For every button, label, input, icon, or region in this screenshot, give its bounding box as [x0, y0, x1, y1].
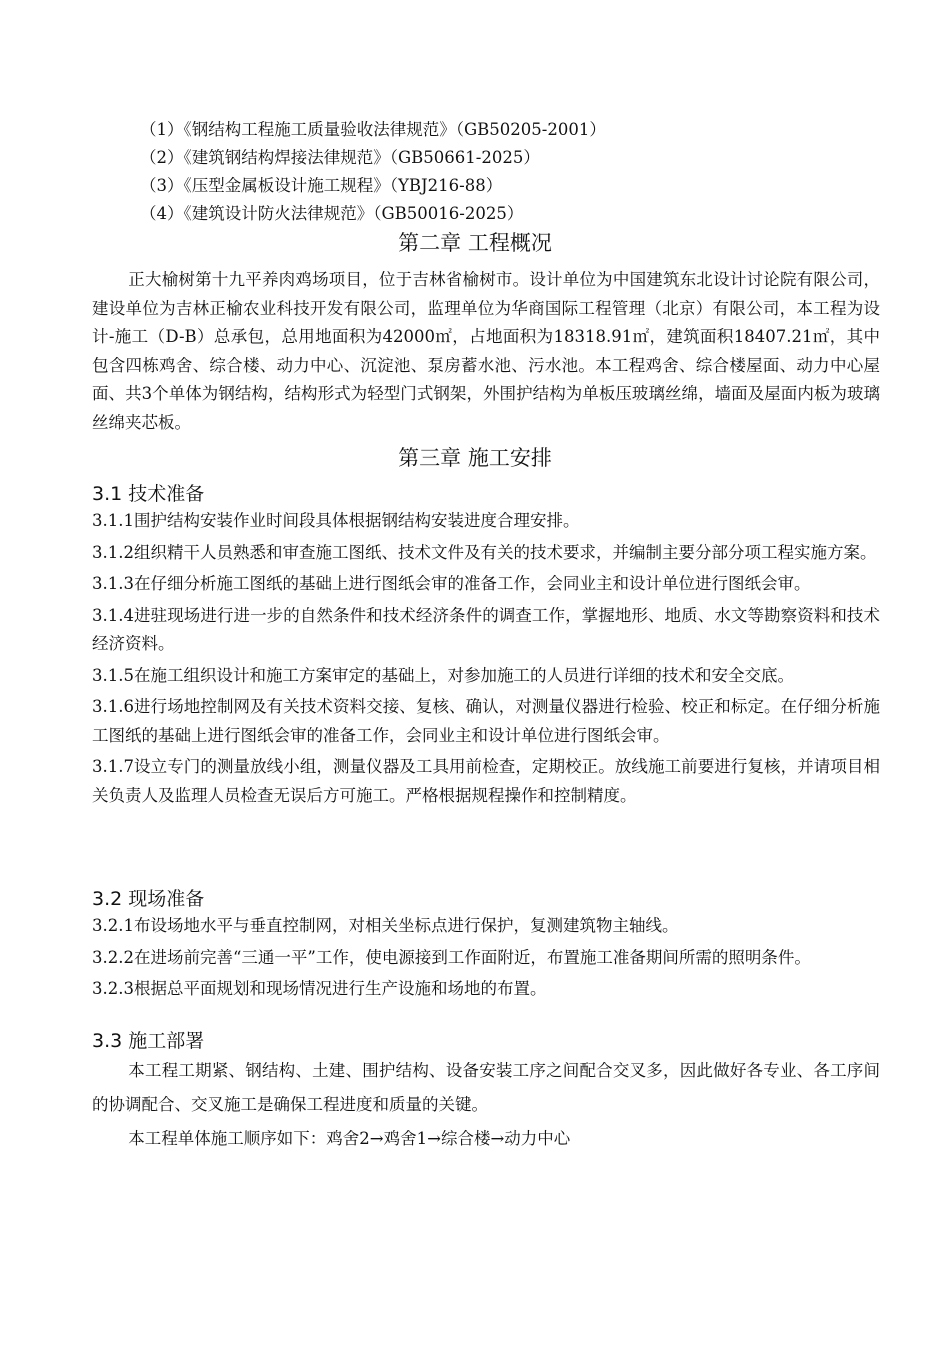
- project-overview-paragraph: 正大榆树第十九平养肉鸡场项目，位于吉林省榆树市。设计单位为中国建筑东北设计讨论院有限公司，建设单位为吉林正榆农业科技开发有限公司，监理单位为华商国际工程管理（北京）有限公司，本工程为设计-施工（D-B）总承包，总用地面积为42000㎡，占地面积为18318.91㎡，建筑面积18407.21㎡，其中包含四栋鸡舍、综合楼、动力中心、沉淀池、泵房蓄水池、污水池。本工程鸡舍、综合楼屋面、动力中心屋面、共3个单体为钢结构，结构形式为轻型门式钢架，外围护结构为单板压玻璃丝绵，墙面及屋面内板为玻璃丝绵夹芯板。: [92, 270, 880, 432]
- section-3-3-heading: 3.3 施工部署: [92, 1030, 205, 1052]
- section-3-1-heading: 3.1 技术准备: [92, 483, 205, 505]
- chapter-2-section: [92, 266, 880, 437]
- list-item: 3.2.1布设场地水平与垂直控制网，对相关坐标点进行保护，复测建筑物主轴线。: [92, 916, 679, 935]
- chapter-3-title: 第三章 施工安排: [398, 446, 552, 470]
- reference-item: （3）《压型金属板设计施工规程》（YBJ216-88）: [140, 176, 503, 195]
- deployment-paragraph: 本工程工期紧、钢结构、土建、围护结构、设备安装工序之间配合交叉多，因此做好各专业、各工序间的协调配合、交叉施工是确保工程进度和质量的关键。: [92, 1061, 880, 1114]
- list-item: 3.1.5在施工组织设计和施工方案审定的基础上，对参加施工的人员进行详细的技术和安全交底。: [92, 665, 794, 685]
- section-3-3: [92, 1028, 880, 1156]
- list-item: 3.1.6进行场地控制网及有关技术资料交接、复核、确认，对测量仪器进行检验、校正和标定。在仔细分析施工图纸的基础上进行图纸会审的准备工作，会同业主和设计单位进行图纸会审。: [92, 697, 880, 745]
- reference-item: （1）《钢结构工程施工质量验收法律规范》（GB50205-2001）: [140, 120, 606, 139]
- section-3-1: [92, 481, 880, 813]
- chapter-2-title: 第二章 工程概况: [398, 231, 552, 255]
- list-item: 3.1.4进驻现场进行进一步的自然条件和技术经济条件的调查工作，掌握地形、地质、水文等勘察资料和技术经济资料。: [92, 605, 880, 653]
- list-item: 3.1.3在仔细分析施工图纸的基础上进行图纸会审的准备工作，会同业主和设计单位进行图纸会审。: [92, 574, 811, 593]
- list-item: 3.2.2在进场前完善“三通一平”工作，使电源接到工作面附近，布置施工准备期间所需的照明条件。: [92, 947, 811, 967]
- list-item: 3.1.2组织精干人员熟悉和审查施工图纸、技术文件及有关的技术要求，并编制主要分部分项工程实施方案。: [92, 542, 877, 562]
- section-3-2-heading: 3.2 现场准备: [92, 888, 205, 910]
- list-item: 3.1.7设立专门的测量放线小组，测量仪器及工具用前检查，定期校正。放线施工前要进行复核，并请项目相关负责人及监理人员检查无误后方可施工。严格根据规程操作和控制精度。: [92, 757, 880, 805]
- construction-sequence-paragraph: 本工程单体施工顺序如下：鸡舍2→鸡舍1→综合楼→动力中心: [128, 1129, 571, 1148]
- list-item: 3.1.1围护结构安装作业时间段具体根据钢结构安装进度合理安排。: [92, 511, 580, 530]
- reference-list: [140, 116, 606, 228]
- reference-item: （4）《建筑设计防火法律规范》（GB50016-2025）: [140, 204, 524, 223]
- list-item: 3.2.3根据总平面规划和现场情况进行生产设施和场地的布置。: [92, 979, 547, 998]
- reference-item: （2）《建筑钢结构焊接法律规范》（GB50661-2025）: [140, 148, 540, 167]
- section-3-2: [92, 886, 880, 1007]
